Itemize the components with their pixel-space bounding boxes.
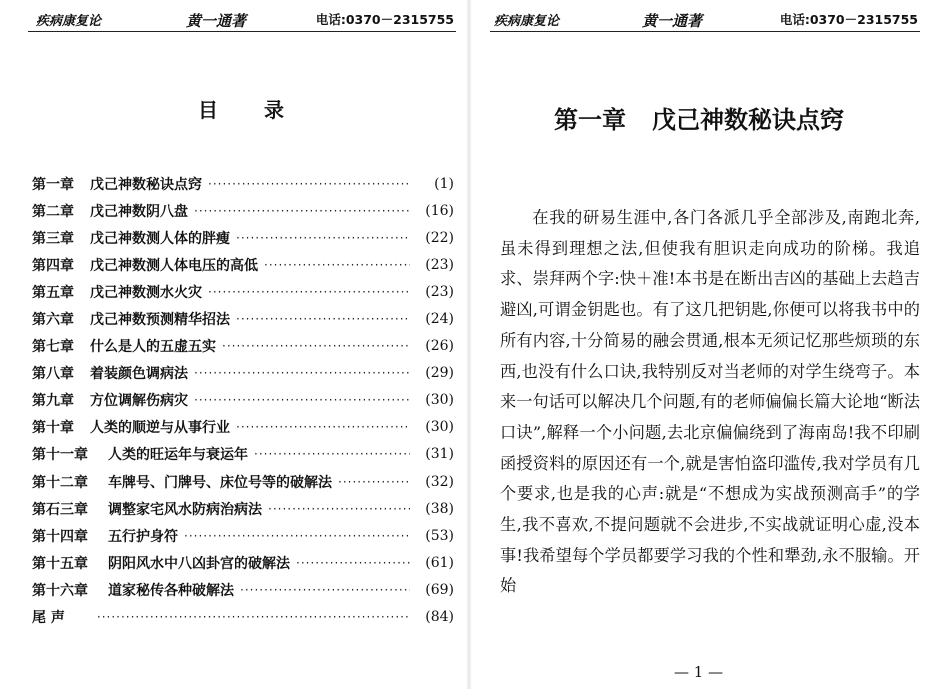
toc-page-number: (26) [425,338,454,355]
toc-chapter-number: 第七章 [32,339,74,356]
toc-leader-dots [184,529,410,543]
toc-page-number: (1) [434,175,454,192]
toc-title: 目录 [198,98,330,122]
toc-entry [32,576,454,603]
toc-chapter-number: 第八章 [32,366,74,383]
toc-leader-dots [296,556,410,570]
toc-entry [32,495,454,522]
toc-chapter-number: 第一章 [32,176,74,193]
table-of-contents [32,170,454,631]
toc-chapter-title: 戊己神数测人体电压的高低 [90,257,258,274]
toc-chapter-number: 第十六章 [32,582,88,599]
book-title: 疾病康复论 [494,14,560,29]
toc-page-number: (23) [425,256,454,273]
toc-page-number: (84) [425,609,454,626]
toc-chapter-title: 调整家宅风水防病治病法 [108,501,262,518]
toc-entry [32,224,454,251]
toc-entry [32,414,454,441]
toc-entry [32,360,454,387]
toc-chapter-title: 人类的顺逆与从事行业 [90,420,230,437]
toc-chapter-number: 第二章 [32,203,74,220]
body-text [500,203,920,602]
toc-entry [32,197,454,224]
paragraph: 在我的研易生涯中,各门各派几乎全部涉及,南跑北奔,虽未得到理想之法,但使我有胆识走向成功的阶梯。我追求、崇拜两个字:快＋准!本书是在断出吉凶的基础上去趋吉避凶,可谓金钥匙也。有了这几把钥匙,你便可以将我书中的所有内容,十分简易的融会贯通,根本无须记忆那些烦琐的东西,也没有什么口诀,我特别反对当老师的对学生绕弯子。本来一句话可以解决几个问题,有的老师偏偏长篇大论地“断法口诀”,解释一个小问题,去北京偏偏绕到了海南岛!我不印刷函授资料的原因还有一个,就是害怕盗印滥传,我对学员有几个要求,也是我的心声:就是“不想成为实战预测高手”的学生,我不喜欢,不提问题就不会进步,不实战就证明心虚,没本事!我希望每个学员都要学习我的个性和犟劲,永不服输。开始 [500,208,920,596]
toc-leader-dots [338,475,410,489]
toc-chapter-number: 尾 声 [32,610,65,627]
toc-chapter-title: 戊己神数预测精华招法 [90,312,230,329]
toc-page-number: (23) [425,283,454,300]
toc-leader-dots [208,285,410,299]
toc-leader-dots [264,258,410,272]
toc-chapter-number: 第九章 [32,393,74,410]
right-page-header [494,4,918,32]
toc-entry [32,251,454,278]
toc-page-number: (31) [425,446,454,463]
toc-page-number: (38) [425,500,454,517]
toc-page-number: (22) [425,229,454,246]
toc-entry [32,468,454,495]
toc-leader-dots [97,610,410,624]
toc-entry [32,170,454,197]
toc-leader-dots [222,339,410,353]
toc-entry [32,333,454,360]
toc-leader-dots [268,502,410,516]
toc-page-number: (30) [425,419,454,436]
toc-page-number: (53) [425,527,454,544]
phone-number: 电话:0370－2315755 [315,12,454,27]
toc-page-number: (24) [425,311,454,328]
toc-chapter-title: 戊己神数阴八盘 [90,203,188,220]
chapter-title: 戊己神数秘诀点窍 [652,106,844,134]
header-rule [490,31,920,32]
toc-chapter-title: 戊己神数秘诀点窍 [90,176,202,193]
author: 黄一通著 [186,12,247,30]
toc-entry [32,604,454,631]
toc-leader-dots [194,366,410,380]
toc-chapter-number: 第五章 [32,284,74,301]
toc-chapter-number: 第十一章 [32,447,88,464]
left-page-header [36,4,454,32]
toc-chapter-number: 第六章 [32,312,74,329]
toc-chapter-title: 人类的旺运年与衰运年 [108,447,248,464]
toc-page-number: (16) [425,202,454,219]
page-number: — 1 — [674,663,724,681]
toc-chapter-title: 戊己神数测水火灾 [90,284,202,301]
toc-chapter-title: 戊己神数测人体的胖瘦 [90,230,230,247]
toc-leader-dots [240,583,410,597]
toc-chapter-title: 什么是人的五虚五实 [90,339,216,356]
toc-entry [32,441,454,468]
toc-leader-dots [236,420,410,434]
toc-chapter-number: 第三章 [32,230,74,247]
toc-chapter-title: 五行护身符 [108,528,178,545]
toc-page-number: (29) [425,365,454,382]
toc-chapter-number: 第四章 [32,257,74,274]
toc-chapter-number: 第十二章 [32,474,88,491]
toc-entry [32,305,454,332]
toc-chapter-title: 着装颜色调病法 [90,366,188,383]
toc-chapter-number: 第十五章 [32,555,88,572]
toc-leader-dots [194,204,410,218]
chapter-number: 第一章 [554,106,626,134]
toc-chapter-title: 阴阳风水中八凶卦宫的破解法 [108,555,290,572]
toc-entry [32,549,454,576]
toc-chapter-number: 第石三章 [32,501,88,518]
phone-number: 电话:0370－2315755 [779,12,918,27]
toc-entry [32,522,454,549]
chapter-heading [554,100,844,135]
toc-chapter-number: 第十四章 [32,528,88,545]
toc-chapter-title: 车牌号、门牌号、床位号等的破解法 [108,474,332,491]
toc-leader-dots [236,312,410,326]
toc-page-number: (32) [425,473,454,490]
toc-chapter-title: 道家秘传各种破解法 [108,582,234,599]
right-page [476,0,936,689]
toc-chapter-title: 方位调解伤病灾 [90,393,188,410]
toc-leader-dots [254,447,410,461]
header-rule [28,31,456,32]
toc-entry [32,278,454,305]
toc-leader-dots [236,231,410,245]
book-title: 疾病康复论 [36,14,102,29]
toc-page-number: (30) [425,392,454,409]
toc-chapter-number: 第十章 [32,420,74,437]
page-gutter [466,0,472,689]
toc-leader-dots [194,393,410,407]
toc-page-number: (61) [425,554,454,571]
toc-page-number: (69) [425,581,454,598]
toc-entry [32,387,454,414]
author: 黄一通著 [642,12,703,30]
toc-leader-dots [208,177,410,191]
